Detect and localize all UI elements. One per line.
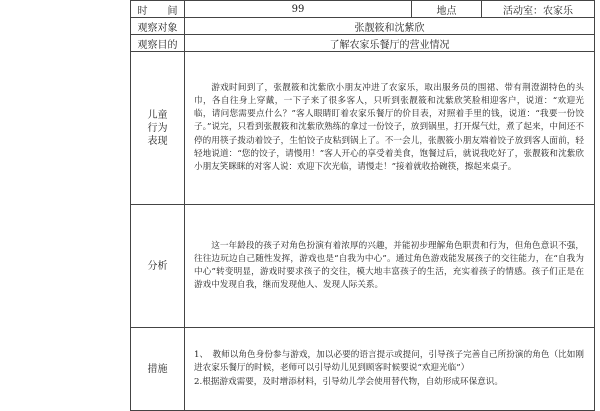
time-value: 99: [185, 1, 412, 18]
behavior-text: 游戏时间到了，张靓筱和沈紫欣小朋友冲进了农家乐，取出服务员的围裙、带有荆澄湖特色的头巾，各自往身上穿戴，一下子来了很多客人，只听到张靓筱和沈紫欣笑脸相迎客户，说道：“欢迎光临，请问您需要点什么？”客人眼睛盯着农家乐餐厅的价目表，对照着手里的钱，说道：“我要一份饺子。”说完，只看到张靓筱和沈紫欣熟练的拿过一份饺子，放到锅里，打开煤气灶，煮了起来，中间还不停的用筷子拨动着饺子，生怕饺子皮粘到锅上了。不一会儿，张靓筱小朋友端着饺子放到客人面前，轻轻地说道：“您的饺子，请慢用！”客人开心的享受着美食，饱餐过后，就说我吃好了，张靓筱和沈紫欣小朋友笑眯眯的对客人说：欢迎下次光临，请慢走！”接着就收拾碗筷，擦起来桌子。: [194, 82, 585, 172]
behavior-label-line: 表现: [147, 135, 168, 147]
analysis-cell: [185, 205, 595, 328]
behavior-label: [131, 52, 185, 205]
behavior-label-line: 儿童: [147, 109, 168, 121]
purpose-value: 了解农家乐餐厅的营业情况: [185, 35, 595, 52]
header-row: [131, 1, 595, 18]
analysis-text: 这一年龄段的孩子对角色扮演有着浓厚的兴趣，并能初步理解角色职责和行为，但角色意识不强，往往边玩边自己随性发挥，游戏也是“自我为中心”。通过角色游戏能发展孩子的交往能力，在“自我为中心”转变明显，游戏时要求孩子的交往，模大地丰富孩子的生活，充实着孩子的情感。孩子们正是在游戏中发现自我，继而发现他人、发现人际关系。: [194, 240, 585, 291]
measure-item: 2.根据游戏需要，及时增添材料，引导幼儿学会使用替代物，自幼形成环保意识。: [194, 377, 503, 388]
time-label: 时 间: [131, 1, 185, 18]
behavior-label-line: 行为: [147, 122, 168, 134]
subject-label: 观察对象: [131, 18, 185, 35]
place-label: 地点: [412, 1, 482, 18]
purpose-label: 观察目的: [131, 35, 185, 52]
measures-label: 措施: [131, 328, 185, 411]
measures-cell: [185, 328, 595, 411]
analysis-row: [131, 205, 595, 328]
measure-item: 1、 教师以角色身份参与游戏，加以必要的语言提示或提问，引导孩子完善自己所扮演的角色（比如刚进农家乐餐厅的时候，老师可以引导幼儿见到顾客时候要说“欢迎光临”）: [194, 349, 585, 373]
behavior-row: [131, 52, 595, 205]
behavior-cell: [185, 52, 595, 205]
subject-value: 张靓筱和沈紫欣: [185, 18, 595, 35]
observation-record-table: [130, 0, 595, 411]
subject-row: [131, 18, 595, 35]
purpose-row: [131, 35, 595, 52]
analysis-label: 分析: [131, 205, 185, 328]
measures-row: [131, 328, 595, 411]
activity-room: 活动室：农家乐: [482, 1, 595, 18]
